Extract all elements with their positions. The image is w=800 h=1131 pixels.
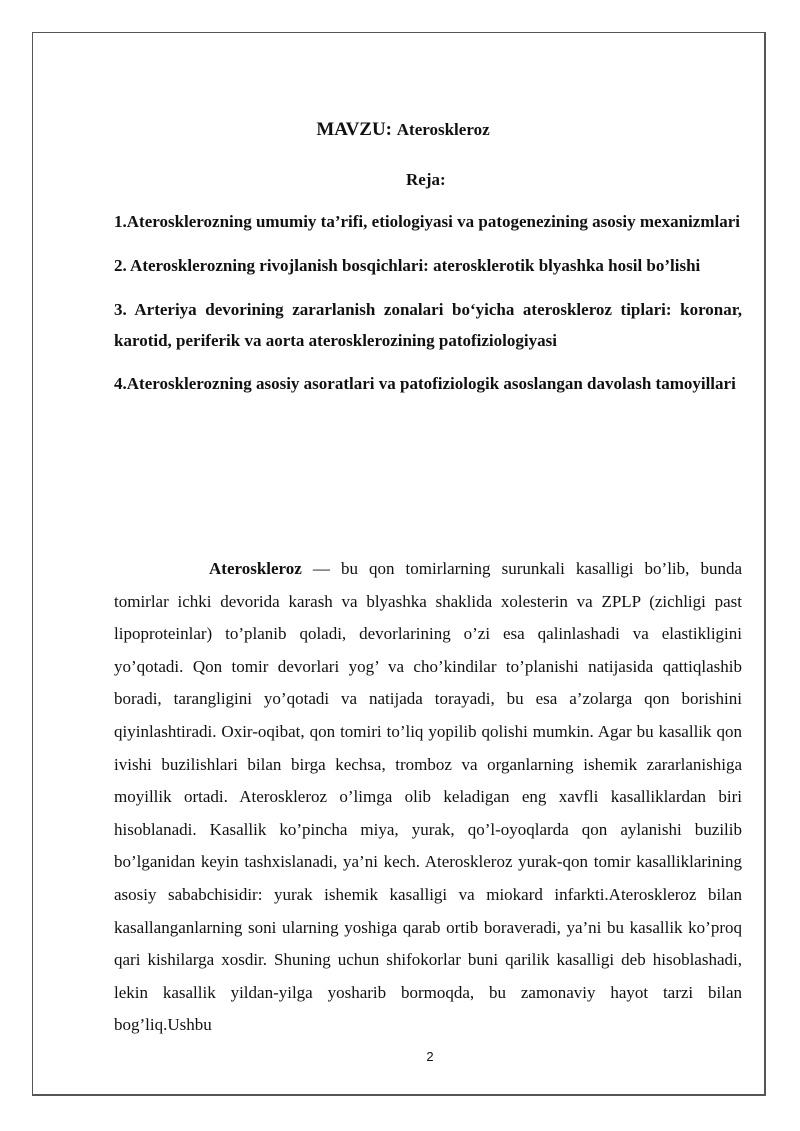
- body-text: — bu qon tomirlarning surunkali kasalligi bo’lib, bunda tomirlar ichki devorida karash va blyashka shaklida xolesterin va ZPLP (zichligi past lipoproteinlar) to’planib qoladi, devorlarining o’zi esa qalinlashadi va elastikligini yo’qotadi. Qon tomir devorlari yog’ va cho’kindilar to’planishi natijasida qattiqlashib boradi, tarangligini yo’qotadi va natijada torayadi, bu esa a’zolarga qon borishini qiyinlashtiradi. Oxir-oqibat, qon tomiri to’liq yopilib qolishi mumkin. Agar bu kasallik qon ivishi buzilishlari bilan birga kechsa, tromboz va organlarning ishemik zararlanishiga moyillik ortadi. Ateroskleroz o’limga olib keladigan eng xavfli kasalliklardan biri hisoblanadi. Kasallik ko’pincha miya, yurak, qo’l-oyoqlarda qon aylanishi buzilib bo’lganidan keyin tashxislanadi, ya’ni kech. Ateroskleroz yurak-qon tomir kasalliklarining asosiy sababchisidir: yurak ishemik kasalligi va miokard infarkti.Ateroskleroz bilan kasallanganlarning soni ularning yoshiga qarab ortib boraveradi, ya’ni bu kasallik ko’proq qari kishilarga xosdir. Shuning uchun shifokorlar buni qarilik kasalligi deb hisoblashadi, lekin kasallik yildan-yilga yosharib bormoqda, bu zamonaviy hayot tarzi bilan bog’liq.Ushbu: [114, 559, 742, 1035]
- plan-item-3: 3. Arteriya devorining zararlanish zonalari bo‘yicha ateroskleroz tiplari: koronar, karotid, periferik va aorta aterosklerozining patofiziologiyasi: [114, 300, 742, 350]
- plan-item-2: 2. Aterosklerozning rivojlanish bosqichlari: aterosklerotik blyashka hosil bo’lishi: [114, 256, 701, 275]
- plan-item-1: 1.Aterosklerozning umumiy ta’rifi, etiologiyasi va patogenezining asosiy mexanizmlari: [114, 212, 740, 231]
- plan-list: [114, 206, 742, 412]
- page-title: [0, 119, 800, 141]
- plan-item-4: 4.Aterosklerozning asosiy asoratlari va patofiziologik asoslangan davolash tamoyillari: [114, 374, 736, 393]
- body-term: Ateroskleroz: [209, 559, 302, 578]
- body-paragraph: [114, 553, 742, 1042]
- title-topic: Ateroskleroz: [396, 120, 490, 139]
- plan-heading: Reja:: [406, 170, 446, 189]
- title-prefix: MAVZU:: [316, 119, 393, 140]
- page-number: 2: [426, 1049, 434, 1064]
